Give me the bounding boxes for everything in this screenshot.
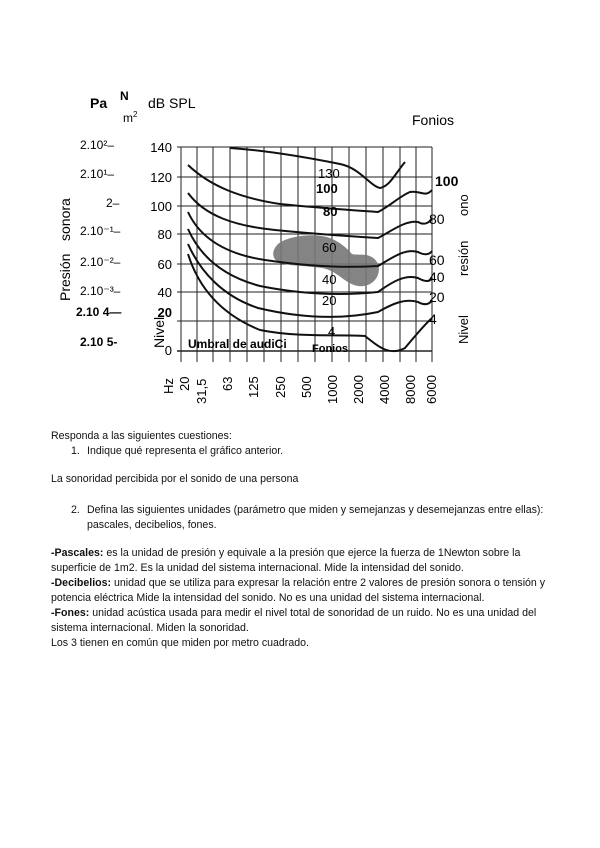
question-2-line-1: Defina las siguientes unidades (parámetro que miden y semejanzas y desemejanzas entre ellas): xyxy=(87,504,544,516)
pressure-tick: 2.10⁻²– xyxy=(80,255,121,269)
freq-tick: 20 xyxy=(177,376,192,391)
term-pascales: -Pascales: xyxy=(51,547,104,559)
db-tick: 20 xyxy=(157,305,172,320)
answer-fones xyxy=(51,606,556,636)
right-label: 80 xyxy=(429,211,445,227)
db-tick: 0 xyxy=(164,343,172,358)
answer-common: Los 3 tienen en común que miden por metro cuadrado. xyxy=(51,637,309,649)
questions-intro: Responda a las siguientes cuestiones: xyxy=(51,430,232,442)
right-label: 40 xyxy=(429,269,445,285)
unit-m2: m xyxy=(123,111,133,125)
presion-label: Presión xyxy=(57,253,73,301)
pressure-tick: 2.10⁻³– xyxy=(80,284,121,298)
text-decibelios: unidad que se utiliza para expresar la relación entre 2 valores de presión sonora o tensión y potencia eléctrica Mide la intensidad del sonido. No es una unidad del sistema internacional. xyxy=(51,577,546,604)
pressure-tick: 2.10¹– xyxy=(80,167,115,181)
freq-tick: Hz xyxy=(161,378,176,394)
question-2-line-2: pascales, decibelios, fones. xyxy=(87,519,217,531)
db-tick: 80 xyxy=(157,227,172,242)
freq-tick: 6000 xyxy=(424,375,439,404)
q1-number: 1. xyxy=(71,445,80,457)
term-fones: -Fones: xyxy=(51,607,90,619)
frequency-axis xyxy=(161,375,439,404)
right-label: 4 xyxy=(429,311,437,327)
curve-label: 4 xyxy=(328,324,336,339)
freq-tick: 63 xyxy=(220,376,235,391)
right-nivel-label: Nivel xyxy=(456,315,471,344)
pressure-axis xyxy=(76,138,121,349)
right-labels xyxy=(429,173,459,327)
right-presion-label: resión xyxy=(456,240,471,276)
answer-decibelios xyxy=(51,576,556,606)
pressure-tick: 2.10²– xyxy=(80,138,115,152)
curve-label: 60 xyxy=(322,240,337,255)
curve-label: 40 xyxy=(322,272,337,287)
db-tick: 40 xyxy=(157,285,172,300)
answer-1: La sonoridad percibida por el sonido de una persona xyxy=(51,473,299,485)
right-sonora-label: ono xyxy=(456,194,471,216)
unit-dbspl: dB SPL xyxy=(148,95,196,111)
db-tick: 60 xyxy=(157,257,172,272)
freq-tick: 500 xyxy=(299,376,314,398)
curve-label: 80 xyxy=(323,204,338,219)
db-tick: 140 xyxy=(150,140,172,155)
unit-m2-exp: 2 xyxy=(133,110,138,119)
unit-n: N xyxy=(120,89,129,103)
curve-label: 130 xyxy=(318,166,340,181)
pressure-tick: 2.10 4— xyxy=(76,305,122,319)
text-pascales: es la unidad de presión y equivale a la presión que ejerce la fuerza de 1Newton sobre la superficie de 1m2. Es la unidad del sistema internacional. Mide la intensidad del sonido. xyxy=(51,547,521,574)
db-tick: 100 xyxy=(150,199,172,214)
curve-label: 20 xyxy=(322,293,337,308)
text-fones: unidad acústica usada para medir el nivel total de sonoridad de un ruido. No es una unidad del sistema internacional. Miden la sonoridad. xyxy=(51,607,537,634)
freq-tick: 250 xyxy=(273,376,288,398)
nivel-label: Nivel xyxy=(151,316,167,348)
freq-tick: 1000 xyxy=(325,375,340,404)
pressure-tick: 2.10⁻¹– xyxy=(80,224,121,238)
right-label: 100 xyxy=(435,173,459,189)
fonios-bottom-label: Fonios xyxy=(312,343,349,355)
q2-number: 2. xyxy=(71,504,80,516)
term-decibelios: -Decibelios: xyxy=(51,577,112,589)
freq-tick: 2000 xyxy=(351,375,366,404)
unit-pa: Pa xyxy=(90,95,108,111)
db-tick: 120 xyxy=(150,170,172,185)
sonora-label: sonora xyxy=(57,198,73,241)
curve-label: 100 xyxy=(316,181,338,196)
right-label: 20 xyxy=(429,289,445,305)
answer-pascales xyxy=(51,546,556,576)
right-label: 60 xyxy=(429,252,445,268)
contour-100 xyxy=(188,165,432,212)
pressure-tick: 2.10 5- xyxy=(80,335,118,349)
threshold-label: Umbral de audiCi xyxy=(188,337,287,351)
freq-tick: 31,5 xyxy=(194,378,209,404)
pressure-tick: 2– xyxy=(106,196,120,210)
fonios-title: Fonios xyxy=(412,112,455,128)
loudness-figure xyxy=(57,86,480,416)
freq-tick: 8000 xyxy=(403,375,418,404)
freq-tick: 4000 xyxy=(377,375,392,404)
question-1: Indique qué representa el gráfico anterior. xyxy=(87,445,284,457)
freq-tick: 125 xyxy=(246,376,261,398)
